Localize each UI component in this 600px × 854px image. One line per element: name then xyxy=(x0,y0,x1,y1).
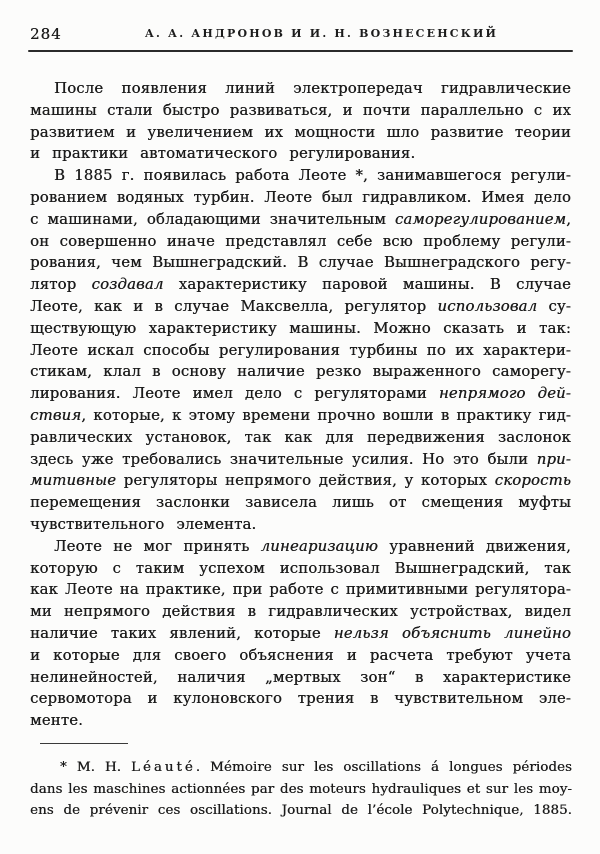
text-run: Леоте не мог принять xyxy=(54,537,261,555)
running-title: А. А. АНДРОНОВ И И. Н. ВОЗНЕСЕНСКИЙ xyxy=(144,27,499,40)
text-run: чувствительного элемента. xyxy=(30,515,257,533)
text-run: dans les maschines actionnées par des moteurs hydrauliques et sur les moy- xyxy=(30,781,572,797)
text-run-italic: создавал xyxy=(91,276,164,294)
body-text xyxy=(30,78,571,732)
text-line xyxy=(30,318,571,340)
text-line xyxy=(30,492,571,514)
text-run: нелинейностей, наличия „мертвых зон“ в характеристике xyxy=(30,668,571,686)
text-line xyxy=(30,78,571,100)
text-run-italic: ствия xyxy=(30,406,82,424)
text-line xyxy=(30,601,571,623)
text-run-italic: линеаризацию xyxy=(260,537,379,555)
text-line xyxy=(30,710,571,732)
text-run: здесь уже требовались значительные усилия. Но это были xyxy=(30,450,537,468)
text-line xyxy=(30,667,571,689)
text-run: как Леоте на практике, при работе с примитивными регулятора- xyxy=(30,581,571,599)
footnote-line xyxy=(30,800,572,822)
text-line xyxy=(30,231,571,253)
text-run: лятор xyxy=(30,276,92,294)
text-run-italic: митивные xyxy=(30,472,117,490)
text-line xyxy=(30,383,571,405)
text-run-italic: саморегулированием xyxy=(394,210,567,228)
text-line xyxy=(30,449,571,471)
text-run: Леоте искал способы регулирования турбины по их характери- xyxy=(30,341,571,359)
text-line xyxy=(30,100,571,122)
text-run: наличие таких явлений, которые xyxy=(30,624,334,642)
text-run: он совершенно иначе представлял себе всю проблему регули- xyxy=(30,232,571,250)
text-run: ми непрямого действия в гидравлических устройствах, видел xyxy=(30,603,571,621)
text-run: равлических установок, так как для передвижения заслонок xyxy=(30,428,571,446)
paragraph xyxy=(30,536,571,732)
text-line xyxy=(30,209,571,231)
text-run: В 1885 г. появилась работа Леоте *, занимавшегося регули- xyxy=(54,167,571,185)
text-line xyxy=(30,187,571,209)
text-line xyxy=(30,340,571,362)
text-run: и практики автоматического регулирования. xyxy=(30,145,416,163)
text-line xyxy=(30,645,571,667)
text-run: уравнений движения, xyxy=(378,537,571,555)
text-line xyxy=(30,405,571,427)
footnote xyxy=(30,757,572,822)
text-run: Léauté xyxy=(131,760,196,775)
text-line xyxy=(30,296,571,318)
text-line xyxy=(30,514,571,536)
text-run: . Mémoire sur les oscillations á longues périodes xyxy=(195,760,572,775)
text-line xyxy=(30,623,571,645)
header-rule xyxy=(28,50,573,52)
footnote-line xyxy=(30,757,572,779)
text-run: и которые для своего объяснения и расчета требуют учета xyxy=(30,646,571,664)
text-line xyxy=(30,143,571,165)
text-line xyxy=(30,274,571,296)
page-number: 284 xyxy=(30,25,62,43)
text-run: После появления линий электропередач гидравлические xyxy=(54,80,571,97)
text-line xyxy=(30,688,571,710)
paragraph xyxy=(30,78,571,165)
footnote-separator-rule xyxy=(40,743,128,744)
text-line xyxy=(30,470,571,492)
text-run: которую с таким успехом использовал Вышнеградский, так xyxy=(30,559,571,577)
text-run-italic: непрямого дей- xyxy=(438,385,571,403)
text-line xyxy=(30,252,571,274)
text-run: регуляторы непрямого действия, у которых xyxy=(116,472,495,490)
text-line xyxy=(30,558,571,580)
text-run: су- xyxy=(537,297,571,315)
text-line xyxy=(30,536,571,558)
text-run-italic: при- xyxy=(536,450,571,468)
text-run: развитием и увеличением их мощности шло развитие теории xyxy=(30,123,571,141)
text-run: , xyxy=(566,210,571,228)
text-run: Леоте, как и в случае Максвелла, регулятор xyxy=(30,297,438,315)
text-line xyxy=(30,361,571,383)
text-run: ществующую характеристику машины. Можно сказать и так: xyxy=(30,319,571,337)
text-line xyxy=(30,427,571,449)
page-header xyxy=(30,23,573,43)
text-run-italic: нельзя объяснить линейно xyxy=(333,624,571,642)
text-line xyxy=(30,122,571,144)
text-run: , которые, к этому времени прочно вошли в практику гид- xyxy=(81,406,571,424)
text-run: машины стали быстро развиваться, и почти параллельно с их xyxy=(30,101,571,119)
text-run-italic: скорость xyxy=(494,472,571,490)
text-run: рованием водяных турбин. Леоте был гидравликом. Имея дело xyxy=(30,188,571,206)
text-run: рования, чем Вышнеградский. В случае Вышнеградского регу- xyxy=(30,254,571,272)
footnote-line xyxy=(30,779,572,801)
text-run: с машинами, обладающими значительным xyxy=(30,210,395,228)
text-run: * M. H. xyxy=(60,760,131,775)
text-run: лирования. Леоте имел дело с регуляторами xyxy=(30,385,439,403)
text-run: ens de prévenir ces oscillations. Journal de l’école Polytechnique, 1885. xyxy=(30,803,572,819)
text-run: перемещения заслонки зависела лишь от смещения муфты xyxy=(30,494,571,512)
text-run: менте. xyxy=(30,712,83,730)
paragraph xyxy=(30,165,571,536)
text-run: сервомотора и кулоновского трения в чувствительном эле- xyxy=(30,690,571,708)
text-run: характеристику паровой машины. В случае xyxy=(163,276,571,294)
text-line xyxy=(30,579,571,601)
text-line xyxy=(30,165,571,187)
text-run: стикам, клал в основу наличие резко выраженного саморегу- xyxy=(30,363,571,381)
text-run-italic: использовал xyxy=(437,297,538,315)
